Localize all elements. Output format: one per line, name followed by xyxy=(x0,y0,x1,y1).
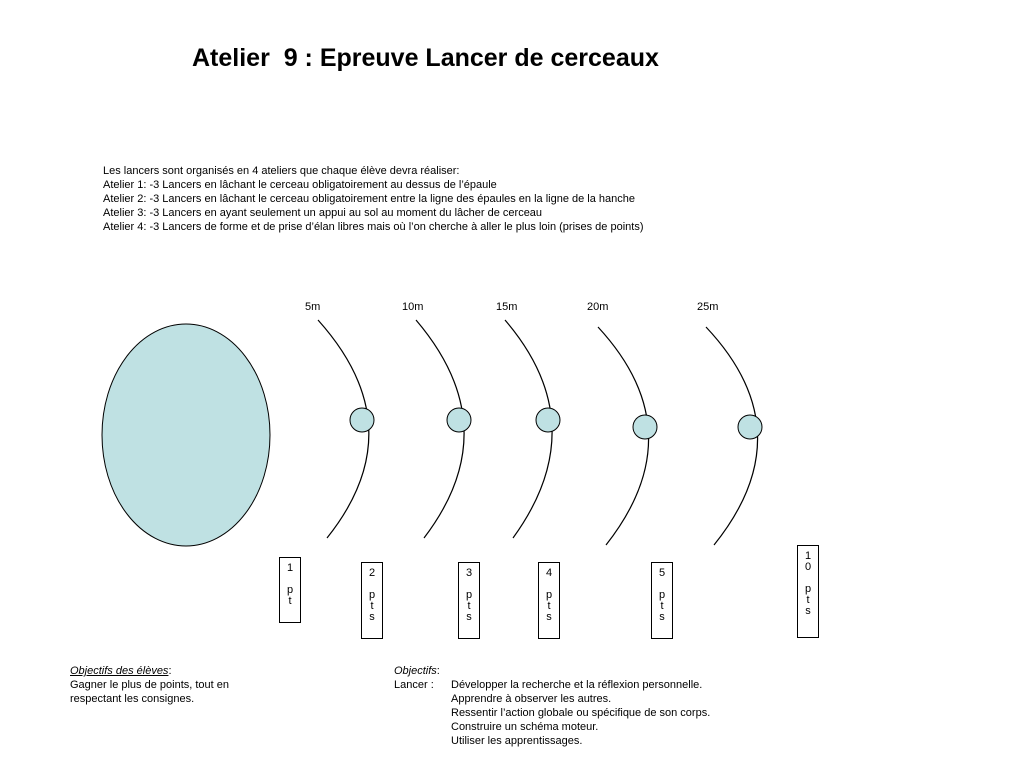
points-glyph: p xyxy=(804,583,812,595)
points-box-5 xyxy=(651,562,673,639)
points-glyph: t xyxy=(370,600,374,612)
points-glyph: p xyxy=(658,589,666,601)
teaching-objective-2: Apprendre à observer les autres. xyxy=(451,693,612,705)
teaching-objective-5: Utiliser les apprentissages. xyxy=(451,735,583,747)
points-glyph: s xyxy=(546,611,552,623)
page-title: Atelier 9 : Epreuve Lancer de cerceaux xyxy=(192,44,659,72)
instructions-intro: Les lancers sont organisés en 4 ateliers que chaque élève devra réaliser: xyxy=(103,165,460,177)
student-objectives-line-1: Gagner le plus de points, tout en xyxy=(70,679,229,691)
instructions-atelier-2: Atelier 2: -3 Lancers en lâchant le cerceau obligatoirement entre la ligne des épaules en la ligne de la hanche xyxy=(103,193,636,205)
distance-label-5m: 5m xyxy=(305,301,321,313)
points-glyph: s xyxy=(805,605,811,617)
points-glyph: p xyxy=(465,589,473,601)
points-glyph: 3 xyxy=(465,567,473,579)
points-glyph: s xyxy=(659,611,665,623)
throwing-zone xyxy=(102,324,270,546)
points-box-4 xyxy=(538,562,560,639)
instructions-atelier-1: Atelier 1: -3 Lancers en lâchant le cerceau obligatoirement au dessus de l’épaule xyxy=(103,179,497,191)
points-glyph: 2 xyxy=(368,567,376,579)
teaching-objectives-colon: : xyxy=(436,665,440,677)
target-15m xyxy=(536,408,560,432)
points-box-2 xyxy=(361,562,383,639)
distance-label-10m: 10m xyxy=(402,301,424,313)
instructions-atelier-3: Atelier 3: -3 Lancers en ayant seulement un appui au sol au moment du lâcher de cerceau xyxy=(103,207,543,219)
points-glyph: 0 xyxy=(804,561,812,573)
distance-label-20m: 20m xyxy=(587,301,609,313)
points-glyph: 1 xyxy=(804,550,812,562)
distance-label-15m: 15m xyxy=(496,301,518,313)
points-glyph: 5 xyxy=(658,567,666,579)
points-glyph: p xyxy=(368,589,376,601)
points-glyph: s xyxy=(466,611,472,623)
points-glyph: t xyxy=(806,594,810,606)
student-objectives-line-2: respectant les consignes. xyxy=(70,693,195,705)
teaching-objectives-heading: Objectifs xyxy=(394,665,437,677)
points-box-1 xyxy=(279,557,301,623)
points-glyph: p xyxy=(545,589,553,601)
teaching-objective-1: Développer la recherche et la réflexion personnelle. xyxy=(451,679,703,691)
lancer-label: Lancer : xyxy=(394,679,434,691)
points-box-3 xyxy=(458,562,480,639)
points-glyph: t xyxy=(288,595,292,607)
teaching-objective-4: Construire un schéma moteur. xyxy=(451,721,599,733)
target-25m xyxy=(738,415,762,439)
instructions-atelier-4: Atelier 4: -3 Lancers de forme et de prise d’élan libres mais où l’on cherche à aller le plus loin (prises de points) xyxy=(103,221,644,233)
student-objectives-heading: Objectifs des élèves xyxy=(70,665,169,677)
teaching-objectives xyxy=(394,664,710,748)
target-5m xyxy=(350,408,374,432)
points-glyph: 4 xyxy=(545,567,553,579)
target-10m xyxy=(447,408,471,432)
student-objectives-colon: : xyxy=(168,665,172,677)
points-glyph: t xyxy=(467,600,471,612)
points-glyph: t xyxy=(660,600,664,612)
points-glyph: s xyxy=(369,611,375,623)
distance-label-25m: 25m xyxy=(697,301,719,313)
points-box-10 xyxy=(797,545,819,638)
points-glyph: 1 xyxy=(286,562,294,574)
teaching-objective-3: Ressentir l’action globale ou spécifique de son corps. xyxy=(451,707,711,719)
target-20m xyxy=(633,415,657,439)
student-objectives xyxy=(70,664,229,706)
points-glyph: p xyxy=(286,584,294,596)
points-glyph: t xyxy=(547,600,551,612)
